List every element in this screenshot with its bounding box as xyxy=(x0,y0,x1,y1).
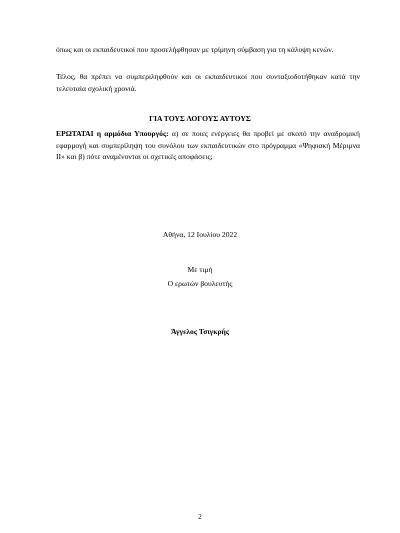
salutation: Με τιμή xyxy=(187,265,213,274)
intro-continuation-paragraph: όπως και οι εκπαιδευτικοί που προσελήφθησαν με τρίμηνη σύμβαση για τη κάλυψη κενών. xyxy=(56,45,334,54)
signer-name: Άγγελος Τσιγκρής xyxy=(170,327,230,336)
place-date: Αθήνα, 12 Ιουλίου 2022 xyxy=(162,230,238,239)
page-number: 2 xyxy=(198,513,202,521)
question-body: α) σε ποιες ενέργειες θα προβεί με σκοπό την αναδρομική εφαρμογή και συμπερίληψη του συνόλου των εκπαιδευτικών στο πρόγραμμα «Ψηφιακή Μέριμνα ΙΙ» και β) πότε αναμένονται οι σχετικές αποφάσεις; xyxy=(56,129,360,161)
section-heading: ΓΙΑ ΤΟΥΣ ΛΟΓΟΥΣ ΑΥΤΟΥΣ xyxy=(149,114,251,123)
closing-note-paragraph: Τέλος, θα πρέπει να συμπεριληφθούν και οι εκπαιδευτικοί που συνταξιοδοτήθηκαν κατά την τελευταία σχολική χρονιά. xyxy=(56,72,360,93)
question-paragraph xyxy=(56,128,360,163)
question-lead: ΕΡΩΤΑΤΑΙ η αρμόδια Υπουργός: xyxy=(56,129,169,138)
signer-role: Ο ερωτών βουλευτής xyxy=(167,279,233,288)
